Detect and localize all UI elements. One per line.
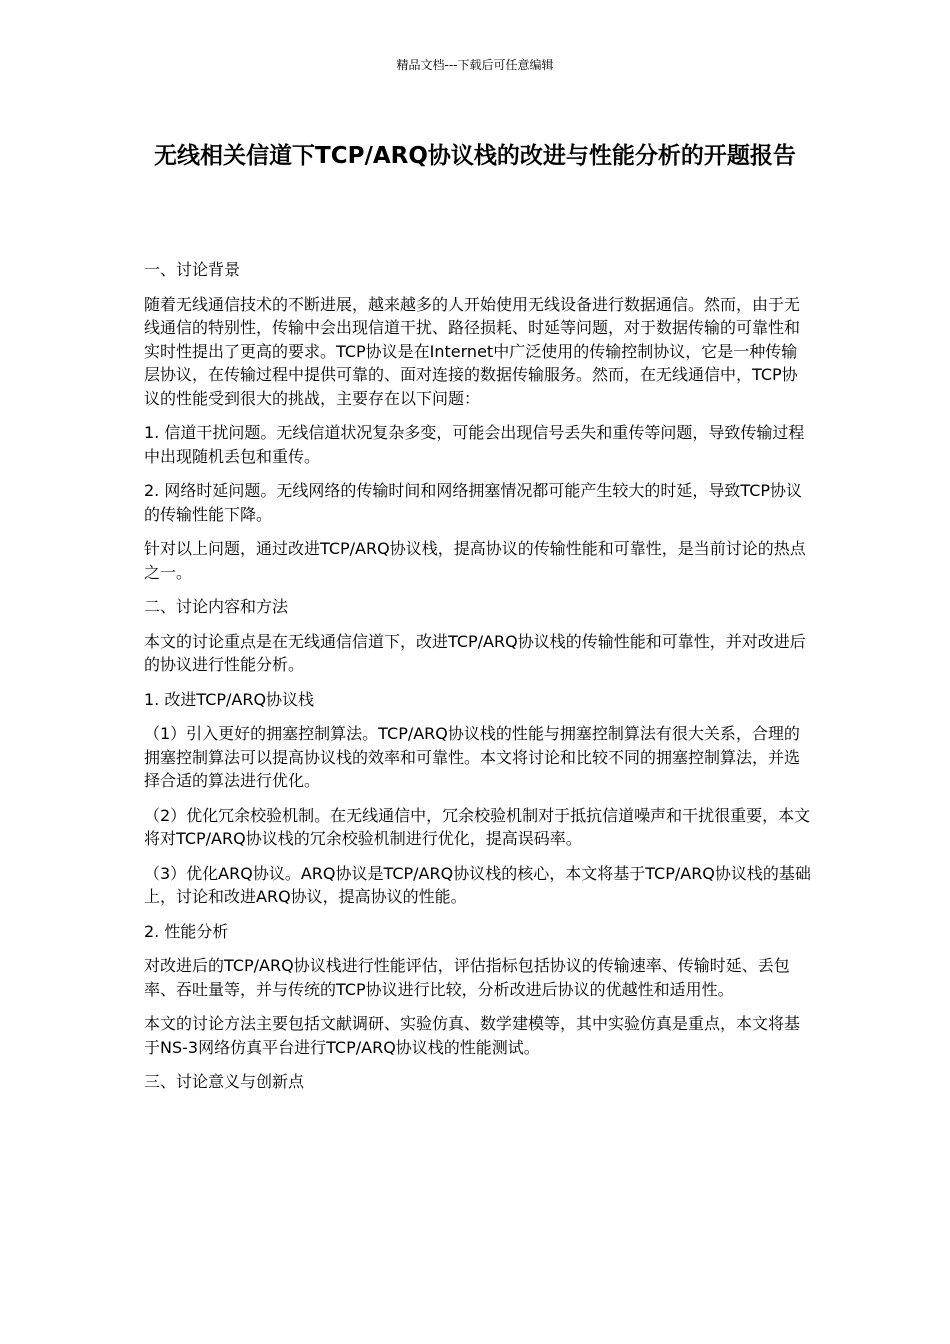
page-header: 精品文档---下载后可任意编辑 bbox=[396, 58, 554, 72]
paragraph-congestion-control: （1）引入更好的拥塞控制算法。TCP/ARQ协议栈的性能与拥塞控制算法有很大关系，合理的拥塞控制算法可以提高协议栈的效率和可靠性。本文将讨论和比较不同的拥塞控制算法，并选择合适的算法进行优化。 bbox=[144, 724, 801, 790]
paragraph-background: 随着无线通信技术的不断进展，越来越多的人开始使用无线设备进行数据通信。然而，由于无线通信的特别性，传输中会出现信道干扰、路径损耗、时延等问题，对于数据传输的可靠性和实时性提出了更高的要求。TCP协议是在Internet中广泛使用的传输控制协议，它是一种传输层协议，在传输过程中提供可靠的、面对连接的数据传输服务。然而，在无线通信中，TCP协议的性能受到很大的挑战，主要存在以下问题： bbox=[144, 294, 801, 408]
document-title: 无线相关信道下TCP/ARQ协议栈的改进与性能分析的开题报告 bbox=[154, 143, 796, 169]
subheading-improve-stack: 1. 改进TCP/ARQ协议栈 bbox=[144, 689, 315, 709]
paragraph-redundancy-check: （2）优化冗余校验机制。在无线通信中，冗余校验机制对于抵抗信道噪声和干扰很重要，本文将对TCP/ARQ协议栈的冗余校验机制进行优化，提高误码率。 bbox=[144, 805, 811, 848]
paragraph-arq-optimization: （3）优化ARQ协议。ARQ协议是TCP/ARQ协议栈的核心，本文将基于TCP/ARQ协议栈的基础上，讨论和改进ARQ协议，提高协议的性能。 bbox=[144, 863, 811, 906]
paragraph-problem-interference: 1. 信道干扰问题。无线信道状况复杂多变，可能会出现信号丢失和重传等问题，导致传输过程中出现随机丢包和重传。 bbox=[144, 423, 805, 466]
subheading-performance-analysis: 2. 性能分析 bbox=[144, 921, 229, 941]
paragraph-problem-latency: 2. 网络时延问题。无线网络的传输时间和网络拥塞情况都可能产生较大的时延，导致TCP协议的传输性能下降。 bbox=[144, 481, 803, 524]
document-body bbox=[144, 258, 812, 1105]
paragraph-hotspot: 针对以上问题，通过改进TCP/ARQ协议栈，提高协议的传输性能和可靠性，是当前讨论的热点之一。 bbox=[144, 539, 806, 582]
section-heading-background: 一、讨论背景 bbox=[144, 260, 241, 279]
paragraph-performance-evaluation: 对改进后的TCP/ARQ协议栈进行性能评估，评估指标包括协议的传输速率、传输时延、丢包率、吞吐量等，并与传统的TCP协议进行比较，分析改进后协议的优越性和适用性。 bbox=[144, 956, 790, 999]
paragraph-research-focus: 本文的讨论重点是在无线通信信道下，改进TCP/ARQ协议栈的传输性能和可靠性，并对改进后的协议进行性能分析。 bbox=[144, 631, 806, 674]
section-heading-significance: 三、讨论意义与创新点 bbox=[144, 1072, 305, 1091]
section-heading-content-method: 二、讨论内容和方法 bbox=[144, 597, 289, 616]
paragraph-methods: 本文的讨论方法主要包括文献调研、实验仿真、数学建模等，其中实验仿真是重点，本文将基于NS-3网络仿真平台进行TCP/ARQ协议栈的性能测试。 bbox=[144, 1014, 801, 1057]
